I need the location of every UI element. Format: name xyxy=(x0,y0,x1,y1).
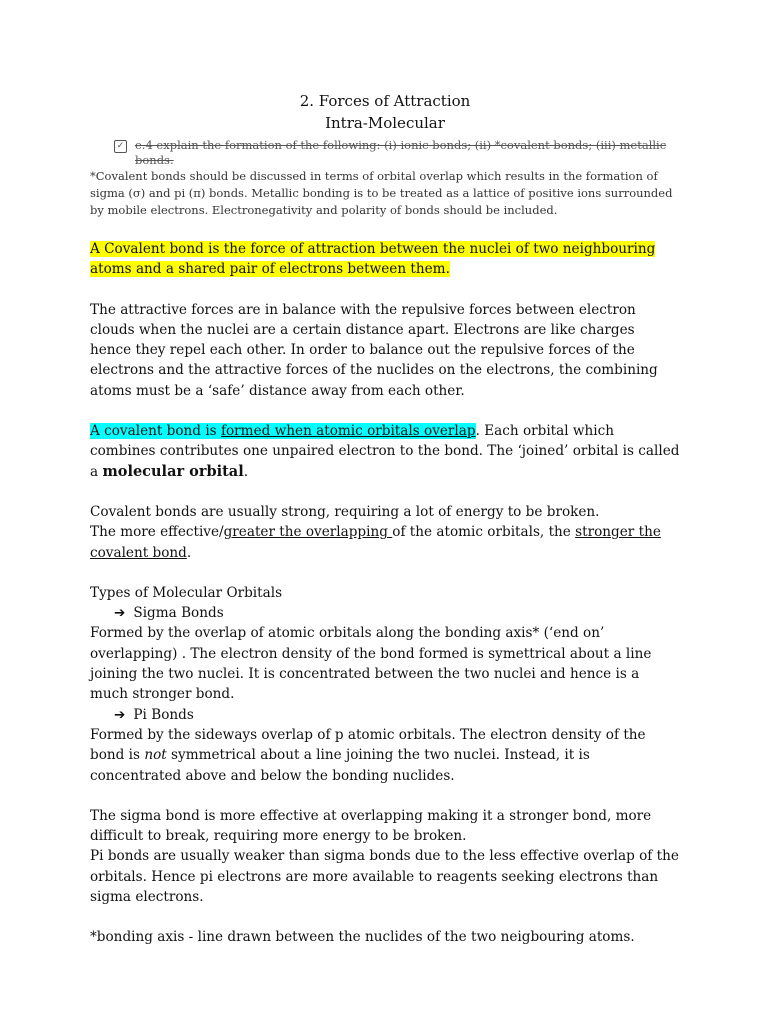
overlap-highlight xyxy=(90,423,476,439)
pi-description xyxy=(90,725,680,786)
syllabus-note: *Covalent bonds should be discussed in terms of orbital overlap which results in the formation of sigma (σ) and pi (π) bonds. Metallic bonding is to be treated as a lattice of positive ions surrounded by mobile electrons. Electronegativity and polarity of bonds should be included. xyxy=(90,169,673,217)
definition-paragraph xyxy=(90,239,680,280)
objective-text: e.4 explain the formation of the following: (i) ionic bonds; (ii) *covalent bonds; (iii) metallic bonds. xyxy=(135,138,667,167)
overlap-text: . Each orbital which combines contributes one unpaired electron to the bond. The ‘joined’ orbital is called a xyxy=(90,423,680,480)
checkbox-checked-icon[interactable]: ✓ xyxy=(114,140,127,153)
arrow-right-icon: ➔ xyxy=(114,605,126,622)
strength-text-1: The more effective/ xyxy=(90,524,224,541)
spacer xyxy=(90,401,680,421)
comparison-sigma: The sigma bond is more effective at overlapping making it a stronger bond, more difficult to break, requiring more energy to be broken. xyxy=(90,807,652,845)
pi-bullet xyxy=(114,705,680,725)
spacer xyxy=(90,482,680,502)
strength-end: . xyxy=(186,544,192,561)
balance-paragraph: The attractive forces are in balance with the repulsive forces between electron clouds when the nuclei are a certain distance apart. Electrons are like charges hence they repel each other. In order to balance out the repulsive forces of the electrons and the attractive forces of the nuclides on the electrons, the combining atoms must be a ‘safe’ distance away from each other. xyxy=(90,301,658,399)
arrow-right-icon: ➔ xyxy=(114,706,126,723)
sigma-description: Formed by the overlap of atomic orbitals along the bonding axis* (‘end on’ overlapping) . The electron density of the bond formed is symettrical about a line joining the two nuclei. It is concentrated between the two nuclei and hence is a much stronger bond. xyxy=(90,625,652,703)
spacer xyxy=(90,907,680,927)
molecular-orbital-term: molecular orbital xyxy=(102,462,244,480)
strength-underline-2: stronger the covalent bond xyxy=(90,524,661,561)
pi-label: Pi Bonds xyxy=(133,706,194,723)
sigma-label: Sigma Bonds xyxy=(133,605,224,622)
pi-desc-italic: not xyxy=(144,747,167,764)
comparison-pi: Pi bonds are usually weaker than sigma bonds due to the less effective overlap of the orbitals. Hence pi electrons are more available to reagents seeking electrons than sigma electrons. xyxy=(90,848,679,906)
page-title: 2. Forces of Attraction xyxy=(299,92,471,110)
sigma-bullet xyxy=(114,603,680,623)
footnote: *bonding axis - line drawn between the nuclides of the two neigbouring atoms. xyxy=(90,929,635,946)
spacer xyxy=(90,280,680,300)
overlap-end: . xyxy=(243,463,249,480)
definition-highlight: A Covalent bond is the force of attraction between the nuclei of two neighbouring atoms and a shared pair of electrons between them. xyxy=(90,241,656,278)
spacer xyxy=(90,563,680,583)
spacer xyxy=(90,786,680,806)
spacer xyxy=(90,219,680,239)
overlap-strength-line xyxy=(90,522,680,563)
strength-underline-1: greater the overlapping xyxy=(223,524,393,541)
objective-item xyxy=(116,138,680,168)
strength-line: Covalent bonds are usually strong, requiring a lot of energy to be broken. xyxy=(90,503,600,520)
strength-text-2: of the atomic orbitals, the xyxy=(392,524,576,541)
pi-desc-1: Formed by the sideways overlap of p atomic orbitals. The electron density of the bond is xyxy=(90,726,646,764)
overlap-highlight-underlined: formed when atomic orbitals overlap xyxy=(220,423,476,440)
overlap-paragraph xyxy=(90,421,680,482)
overlap-highlight-text: A covalent bond is xyxy=(90,423,221,440)
document-page xyxy=(90,90,680,948)
types-heading: Types of Molecular Orbitals xyxy=(90,584,283,601)
page-subtitle: Intra-Molecular xyxy=(325,114,445,132)
pi-desc-2: symmetrical about a line joining the two nuclei. Instead, it is concentrated above and below the bonding nuclides. xyxy=(90,747,590,784)
